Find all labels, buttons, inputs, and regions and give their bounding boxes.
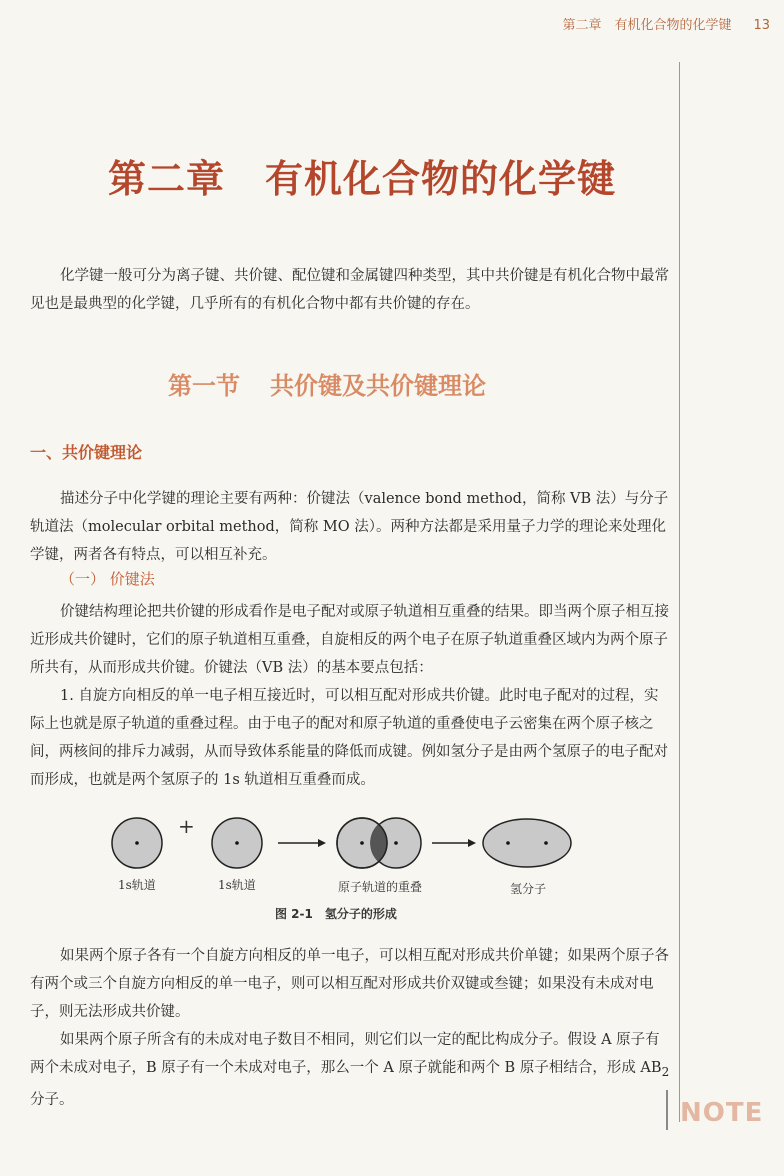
running-header	[562, 14, 770, 33]
paragraph-ratio	[30, 1026, 670, 1114]
figure-caption	[275, 905, 397, 922]
arrow-2-head	[468, 839, 476, 847]
note-logo: NOTE	[680, 1098, 764, 1128]
paragraph-vb	[30, 598, 670, 682]
paragraph-bond-types	[30, 942, 670, 1026]
paragraph-theories-text: 描述分子中化学键的理论主要有两种：价键法（valence bond method，简称 VB 法）与分子轨道法（molecular orbital method，简称 MO 法）。两种方法都是采用量子力学的理论来处理化学键，两者各有特点，可以相互补充。	[30, 491, 669, 563]
page-number: 13	[753, 18, 770, 33]
figure-hydrogen-formation	[100, 808, 600, 908]
h2-nucleus-left	[506, 841, 510, 845]
chapter-title	[108, 148, 616, 203]
intro-text: 化学键一般可分为离子键、共价键、配位键和金属键四种类型，其中共价键是有机化合物中最常见也是最典型的化学键，几乎所有的有机化合物中都有共价键的存在。	[30, 268, 669, 312]
nucleus-left	[135, 841, 139, 845]
label-hydrogen-molecule: 氢分子	[510, 882, 547, 896]
running-title: 第二章 有机化合物的化学键	[562, 18, 732, 33]
intro-paragraph	[30, 262, 670, 318]
arrow-1-head	[318, 839, 326, 847]
nucleus-right	[235, 841, 239, 845]
label-1s-right: 1s轨道	[218, 878, 256, 892]
paragraph-vb-text: 价键结构理论把共价键的形成看作是电子配对或原子轨道相互重叠的结果。即当两个原子相互接近形成共价键时，它们的原子轨道相互重叠，自旋相反的两个电子在原子轨道重叠区域内为两个原子所共有，从而形成共价键。价键法（VB 法）的基本要点包括：	[30, 604, 669, 676]
section-number: 第一节	[168, 371, 240, 400]
hydrogen-molecule	[483, 819, 571, 867]
caption-text: 氢分子的形成	[324, 907, 397, 921]
paragraph-bond-types-text: 如果两个原子各有一个自旋方向相反的单一电子，可以相互配对形成共价单键；如果两个原子各有两个或三个自旋方向相反的单一电子，则可以相互配对形成共价双键或叁键；如果没有未成对电子，则无法形成共价键。	[30, 948, 669, 1020]
margin-rule	[679, 62, 680, 1122]
label-1s-left: 1s轨道	[118, 878, 156, 892]
paragraph-ratio-text: 如果两个原子所含有的未成对电子数目不相同，则它们以一定的配比构成分子。假设 A 原子有两个未成对电子，B 原子有一个未成对电子，那么一个 A 原子就能和两个 B 原子相结合，形成 $AB_2$ 分子。	[30, 1032, 670, 1108]
overlap-nucleus-right	[394, 841, 398, 845]
paragraph-point-1-text: 1. 自旋方向相反的单一电子相互接近时，可以相互配对形成共价键。此时电子配对的过程，实际上也就是原子轨道的重叠过程。由于电子的配对和原子轨道的重叠使电子云密集在两个原子核之间，两核间的排斥力减弱，从而导致体系能量的降低而成键。例如氢分子是由两个氢原子的电子配对而形成，也就是两个氢原子的 1s 轨道相互重叠而成。	[30, 688, 668, 788]
chapter-number: 第二章	[108, 156, 226, 201]
paragraph-theories	[30, 485, 670, 569]
caption-number: 图 2-1	[275, 907, 313, 921]
overlap-nucleus-left	[360, 841, 364, 845]
subscript-2: 2	[661, 1064, 670, 1079]
plus-sign: +	[178, 814, 195, 838]
h2-nucleus-right	[544, 841, 548, 845]
section-name: 共价键及共价键理论	[270, 371, 486, 400]
orbital-diagram	[100, 808, 600, 878]
paragraph-point-1	[30, 682, 670, 794]
section-title	[168, 366, 486, 401]
label-overlap: 原子轨道的重叠	[338, 880, 423, 894]
heading-covalent-theory: 一、共价键理论	[30, 443, 143, 462]
heading-vb-method: （一） 价键法	[60, 570, 155, 588]
chapter-name: 有机化合物的化学键	[265, 156, 617, 201]
